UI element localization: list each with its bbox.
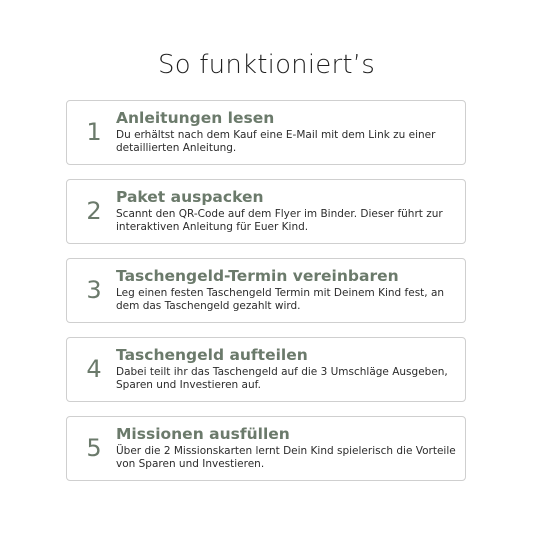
step-number: 4: [86, 355, 102, 383]
step-content: [116, 425, 457, 471]
step-title: Anleitungen lesen: [116, 109, 275, 127]
step-card: [66, 337, 466, 402]
step-number: 1: [86, 118, 102, 146]
step-title: Missionen ausfüllen: [116, 425, 290, 443]
step-description: Über die 2 Missionskarten lernt Dein Kind spielerisch die Vorteile von Sparen und Investieren.: [116, 445, 456, 470]
step-content: [116, 346, 457, 392]
step-number: 3: [86, 276, 102, 304]
step-content: [116, 109, 457, 155]
step-card: [66, 100, 466, 165]
step-description: Scannt den QR-Code auf dem Flyer im Binder. Dieser führt zur interaktiven Anleitung für Euer Kind.: [116, 208, 443, 233]
step-content: [116, 188, 457, 234]
step-description: Du erhältst nach dem Kauf eine E-Mail mit dem Link zu einer detaillierten Anleitung.: [116, 129, 436, 154]
step-description: Leg einen festen Taschengeld Termin mit Deinem Kind fest, an dem das Taschengeld gezahlt wird.: [116, 287, 445, 312]
step-number: 2: [86, 197, 102, 225]
step-number: 5: [86, 434, 102, 462]
step-card: [66, 179, 466, 244]
step-title: Taschengeld aufteilen: [116, 346, 308, 364]
steps-list: [66, 100, 466, 495]
step-description: Dabei teilt ihr das Taschengeld auf die 3 Umschläge Ausgeben, Sparen und Investieren auf.: [116, 366, 448, 391]
step-title: Paket auspacken: [116, 188, 264, 206]
step-content: [116, 267, 457, 313]
page-title: So funktioniert’s: [158, 50, 375, 80]
step-title: Taschengeld-Termin vereinbaren: [116, 267, 399, 285]
step-card: [66, 416, 466, 481]
step-card: [66, 258, 466, 323]
